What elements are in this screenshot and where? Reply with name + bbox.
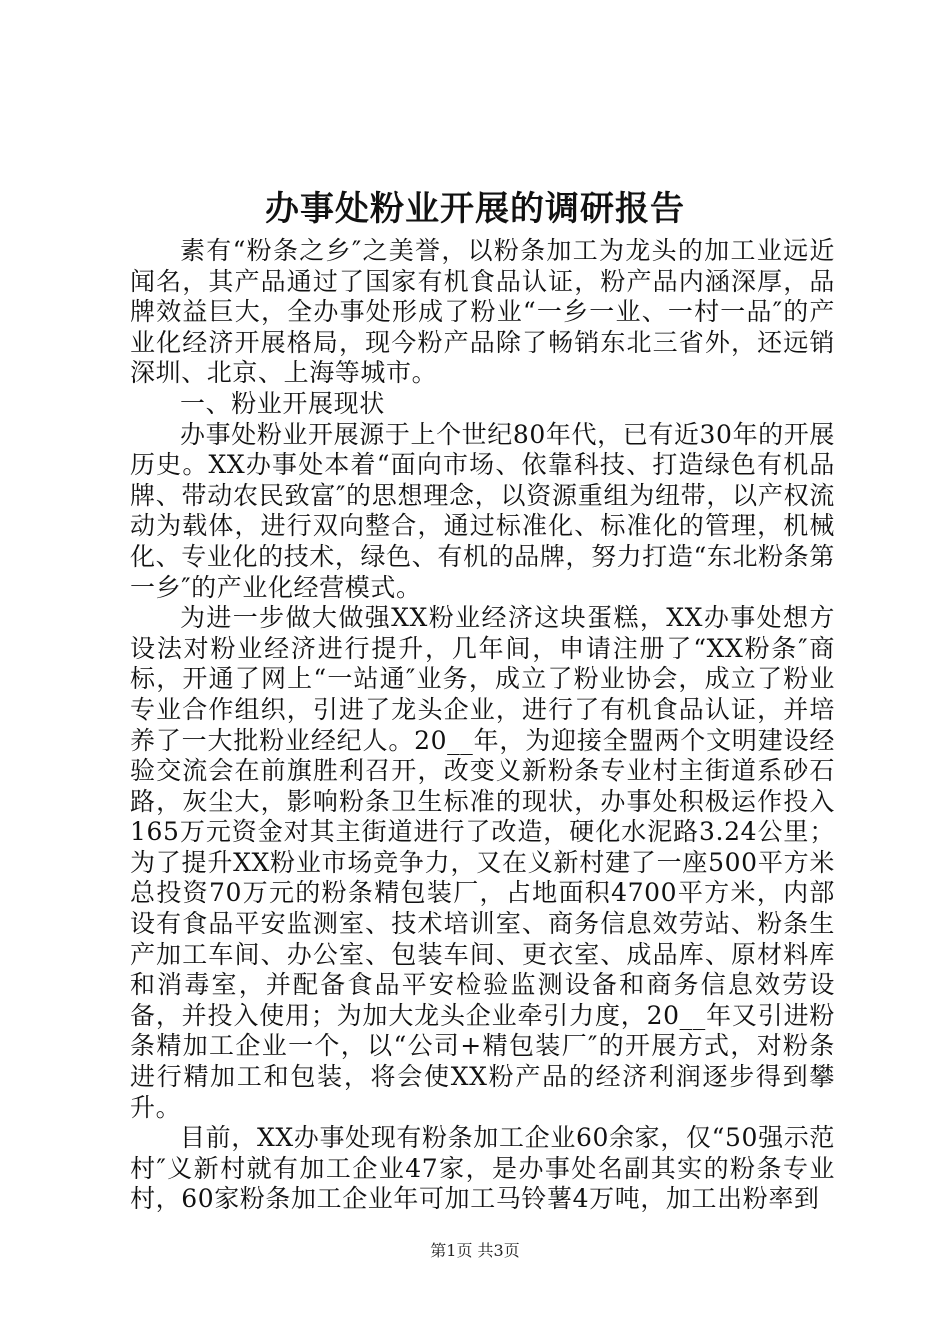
document-body — [130, 236, 835, 1215]
page-footer: 第1页 共3页 — [430, 1241, 520, 1260]
paragraph-intro: 素有“粉条之乡″之美誉，以粉条加工为龙头的加工业远近闻名，其产品通过了国家有机食品认证，粉产品内涵深厚，品牌效益巨大，全办事处形成了粉业“一乡一业、一村一品″的产业化经济开展格局，现今粉产品除了畅销东北三省外，还远销深圳、北京、上海等城市。 — [130, 236, 835, 388]
paragraph-history: 办事处粉业开展源于上个世纪80年代，已有近30年的开展历史。XX办事处本着“面向市场、依靠科技、打造绿色有机品牌、带动农民致富″的思想理念，以资源重组为纽带，以产权流动为载体，进行双向整合，通过标准化、标准化的管理，机械化、专业化的技术，绿色、有机的品牌，努力打造“东北粉条第一乡″的产业化经营模式。 — [130, 419, 835, 602]
section-heading: 一、粉业开展现状 — [180, 388, 385, 418]
paragraph-development: 为进一步做大做强XX粉业经济这块蛋糕，XX办事处想方设法对粉业经济进行提升，几年间，申请注册了“XX粉条″商标，开通了网上“一站通″业务，成立了粉业协会，成立了粉业专业合作组织，引进了龙头企业，进行了有机食品认证，并培养了一大批粉业经纪人。20__年，为迎接全盟两个文明建设经验交流会在前旗胜利召开，改变义新粉条专业村主街道系砂石路，灰尘大，影响粉条卫生标准的现状，办事处积极运作投入165万元资金对其主街道进行了改造，硬化水泥路3.24公里；为了提升XX粉业市场竞争力，又在义新村建了一座500平方米总投资70万元的粉条精包装厂，占地面积4700平方米，内部设有食品平安监测室、技术培训室、商务信息效劳站、粉条生产加工车间、办公室、包装车间、更衣室、成品库、原材料库和消毒室，并配备食品平安检验监测设备和商务信息效劳设备，并投入使用；为加大龙头企业牵引力度，20__年又引进粉条精加工企业一个，以“公司+精包装厂″的开展方式，对粉条进行精加工和包装，将会使XX粉产品的经济利润逐步得到攀升。 — [130, 603, 835, 1122]
document-title: 办事处粉业开展的调研报告 — [265, 189, 685, 229]
paragraph-current: 目前，XX办事处现有粉条加工企业60余家，仅“50强示范村″义新村就有加工企业47家，是办事处名副其实的粉条专业村，60家粉条加工企业年可加工马铃薯4万吨，加工出粉率到 — [130, 1123, 835, 1214]
